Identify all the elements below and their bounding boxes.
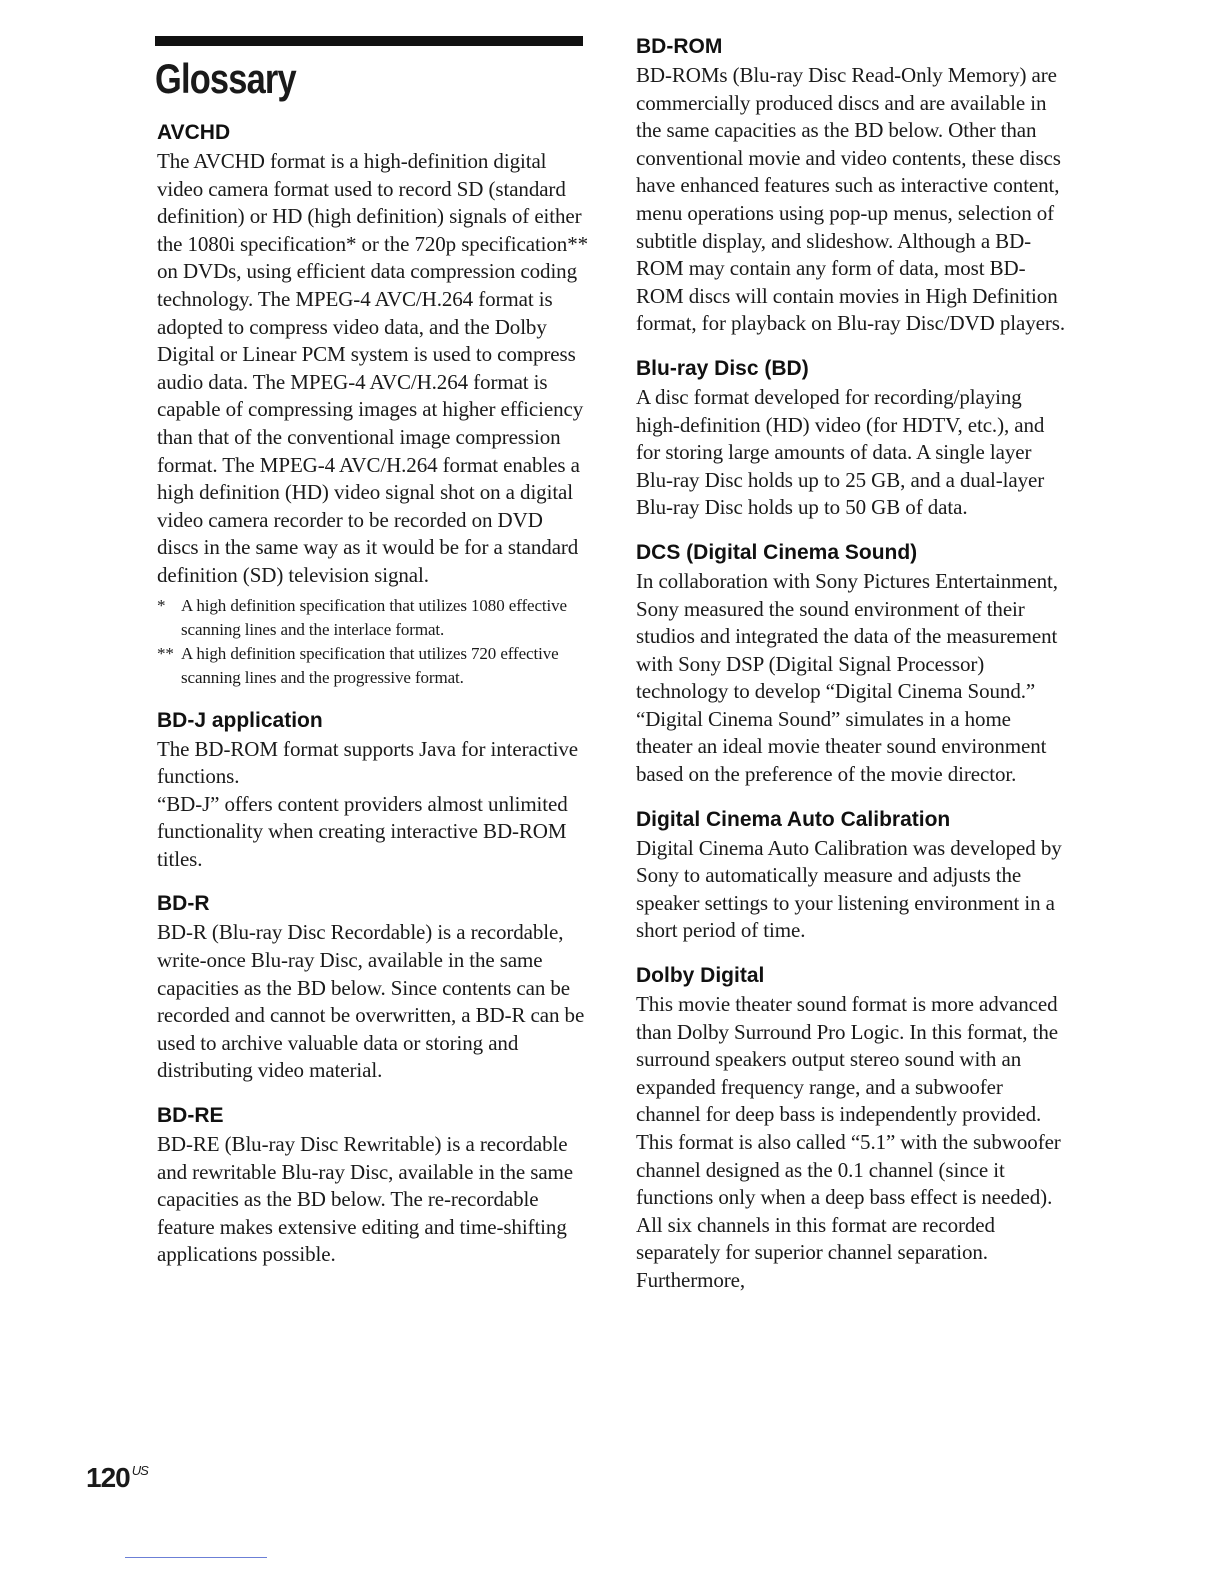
definition-digital-cinema-auto-calibration: Digital Cinema Auto Calibration was developed by Sony to automatically measure and adjusts the speaker settings to your listening environment in a short period of time. xyxy=(636,835,1062,943)
term-bd-j: BD-J application xyxy=(157,708,323,732)
title-rule xyxy=(155,36,583,46)
definition-bd-r: BD-R (Blu-ray Disc Recordable) is a recordable, write-once Blu-ray Disc, available in the same capacities as the BD below. Since contents can be recorded and cannot be overwritten, a BD-R can be used to archive valuable data or storing and distributing video material. xyxy=(157,920,585,1083)
page-number-suffix: US xyxy=(131,1463,148,1478)
term-digital-cinema-auto-calibration: Digital Cinema Auto Calibration xyxy=(636,807,951,831)
term-bd-re: BD-RE xyxy=(157,1104,224,1128)
definition-dolby-digital: This movie theater sound format is more advanced than Dolby Surround Pro Logic. In this format, the surround speakers output stereo sound with an expanded frequency range, and a subwoofer channel for deep bass is independently provided. This format is also called “5.1” with the subwoofer channel designed as the 0.1 channel (since it functions only when a deep bass effect is needed). All six channels in this format are recorded separately for superior channel separation. Furthermore, xyxy=(636,992,1061,1292)
footnote-text: A high definition specification that utilizes 1080 effective scanning lines and the interlace format. xyxy=(181,595,567,639)
term-blu-ray-disc: Blu-ray Disc (BD) xyxy=(636,356,809,380)
term-avchd: AVCHD xyxy=(157,121,231,144)
term-bd-rom: BD-ROM xyxy=(636,35,723,58)
footnote-mark: * xyxy=(157,595,166,615)
definition-dcs: In collaboration with Sony Pictures Entertainment, Sony measured the sound environment of their studios and integrated the data of the measurement with Sony DSP (Digital Signal Processor) technology to develop “Digital Cinema Sound.” “Digital Cinema Sound” simulates in a home theater an ideal movie theater sound environment based on the preference of the movie director. xyxy=(636,568,1058,787)
definition-blu-ray-disc: A disc format developed for recording/playing high-definition (HD) video (for HDTV, etc.), and for storing large amounts of data. A single layer Blu-ray Disc holds up to 25 GB, and a dual-layer Blu-ray Disc holds up to 50 GB of data. xyxy=(636,384,1045,520)
definition-bd-re: BD-RE (Blu-ray Disc Rewritable) is a recordable and rewritable Blu-ray Disc, available in the same capacities as the BD below. The re-recordable feature makes extensive editing and time-shifting applications possible. xyxy=(157,1132,574,1267)
footnote-mark: ** xyxy=(157,643,174,663)
footnote-1080i xyxy=(157,594,589,642)
term-bd-r: BD-R xyxy=(157,892,210,916)
definition-bd-j-1: The BD-ROM format supports Java for interactive functions. xyxy=(157,736,579,789)
page-title: Glossary xyxy=(155,55,296,102)
bottom-divider xyxy=(125,1557,267,1558)
page-number xyxy=(86,1455,148,1494)
left-column xyxy=(157,36,589,1269)
footnote-720p xyxy=(157,642,589,690)
term-dcs: DCS (Digital Cinema Sound) xyxy=(636,540,918,564)
definition-bd-rom: BD-ROMs (Blu-ray Disc Read-Only Memory) are commercially produced discs and are available in the same capacities as the BD below. Other than conventional movie and video contents, these discs have enhanced features such as interactive content, menu operations using pop-up menus, selection of subtitle display, and slideshow. Although a BD-ROM may contain any form of data, most BD-ROM discs will contain movies in High Definition format, for playback on Blu-ray Disc/DVD players. xyxy=(636,63,1065,336)
page-number-value: 120 xyxy=(86,1462,130,1493)
footnote-text: A high definition specification that utilizes 720 effective scanning lines and the progressive format. xyxy=(181,643,559,687)
right-column xyxy=(636,30,1068,1295)
definition-avchd: The AVCHD format is a high-definition digital video camera format used to record SD (standard definition) or HD (high definition) signals of either the 1080i specification* or the 720p specification** on DVDs, using efficient data compression coding technology. The MPEG-4 AVC/H.264 format is adopted to compress video data, and the Dolby Digital or Linear PCM system is used to compress audio data. The MPEG-4 AVC/H.264 format is capable of compressing images at higher efficiency than that of the conventional image compression format. The MPEG-4 AVC/H.264 format enables a high definition (HD) video signal shot on a digital video camera recorder to be recorded on DVD discs in the same way as it would be for a standard definition (SD) television signal. xyxy=(157,149,589,587)
term-dolby-digital: Dolby Digital xyxy=(636,964,765,988)
definition-bd-j-2: “BD-J” offers content providers almost unlimited functionality when creating interactive BD-ROM titles. xyxy=(157,791,568,871)
